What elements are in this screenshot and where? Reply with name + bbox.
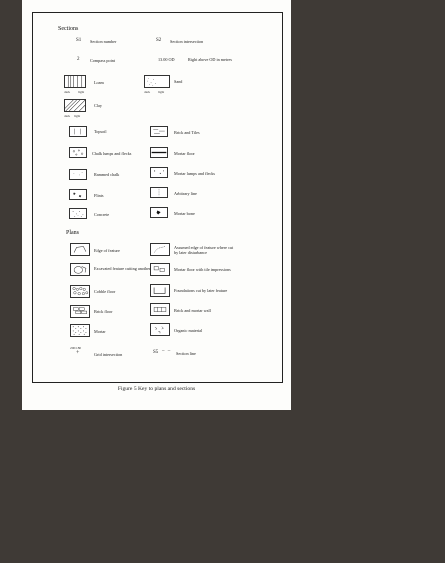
brick-mortar-wall-swatch-icon [150,303,170,316]
concrete-swatch-icon [69,208,87,219]
loam-dark-label: dark [64,90,71,94]
od-height-symbol: 13.00 OD [158,57,175,62]
flints-swatch-icon [69,189,87,200]
chalk-lumps-swatch-icon [69,147,87,158]
mortar-swatch-icon [70,324,90,337]
section-item-mortar-bone: Mortar bone [174,211,195,216]
compass-point-label: Compass point [90,58,116,63]
foundations-swatch-icon [150,284,170,297]
edge-of-feature-swatch-icon [70,243,90,256]
section-item-arbitrary-line: Arbitrary line [174,191,197,196]
arbitrary-line-swatch-icon [150,187,168,198]
plan-item-brick-mortar-wall: Brick and mortar wall [174,308,211,313]
section-item-brick-tiles: Brick and Tiles [174,130,200,135]
section-intersection-label: Section intersection [170,39,204,44]
plan-item-edge-of-feature: Edge of feature [94,248,120,253]
clay-light-label: light [74,114,81,118]
excavated-feature-swatch-icon [70,263,90,276]
plan-item-mortar-floor-tile: Mortar floor with tile impressions [174,267,231,272]
organic-material-swatch-icon [150,323,170,336]
section-item-concrete: Concrete [94,212,110,217]
plan-item-excavated-feature: Excavated feature cutting another [94,266,151,271]
loam-label: Loam [94,80,104,85]
mortar-lumps-swatch-icon [150,167,168,178]
sections-heading: Sections [58,26,79,32]
grid-intersection-label-value: 200/180 [70,346,82,350]
rammed-chalk-swatch-icon [69,169,87,180]
cobble-floor-swatch-icon [70,285,90,298]
plans-heading: Plans [66,230,80,236]
section-item-mortar-floor: Mortar floor [174,151,195,156]
section-item-mortar-lumps: Mortar lumps and flecks [174,171,216,176]
clay-swatch-icon [64,99,86,112]
mortar-floor-tile-swatch-icon [150,263,170,276]
loam-swatch-icon [64,75,86,88]
sand-light-label: light [158,90,165,94]
assumed-edge-swatch-icon [150,243,170,256]
section-line-symbol: S5 [153,350,159,355]
section-item-chalk-lumps: Chalk lumps and flecks [92,151,132,156]
loam-light-label: light [78,90,85,94]
brick-floor-swatch-icon [70,305,90,318]
figure-caption: Figure 5 Key to plans and sections [117,386,196,392]
section-number-symbol: S1 [76,38,82,43]
plan-item-organic-material: Organic material [174,328,203,333]
section-intersection-symbol: S2 [156,38,162,43]
document-page [22,0,291,410]
plan-item-assumed-edge-line2: by later disturbance [174,250,208,255]
mortar-floor-swatch-icon [150,147,168,158]
section-item-flints: Flints [94,193,104,198]
plan-item-cobble-floor: Cobble floor [94,289,116,294]
sand-label: Sand [174,79,183,84]
mortar-bone-swatch-icon [150,207,168,218]
section-item-rammed-chalk: Rammed chalk [94,172,120,177]
section-number-label: Section number [90,39,117,44]
sand-dark-label: dark [144,90,151,94]
plan-item-grid-intersection: Grid intersection [94,352,123,357]
plan-item-section-line: Section line [176,351,196,356]
grid-cross-icon: + [76,350,80,356]
plan-item-foundations: Foundations cut by later feature [174,288,228,293]
topsoil-swatch-icon [69,126,87,137]
plan-item-mortar: Mortar [94,329,106,334]
plan-item-brick-floor: Brick floor [94,309,113,314]
clay-dark-label: dark [64,114,71,118]
clay-label: Clay [94,103,102,108]
plan-item-assumed-edge-line1: Assumed edge of feature where cut [174,245,234,250]
section-item-topsoil: Topsoil [94,129,107,134]
section-line-dashes-icon: – – [162,349,172,354]
od-height-label: Right above OD in metres [188,57,232,62]
compass-point-symbol: 2 [77,57,80,62]
brick-tiles-swatch-icon [150,126,168,137]
sand-swatch-icon [144,75,170,88]
